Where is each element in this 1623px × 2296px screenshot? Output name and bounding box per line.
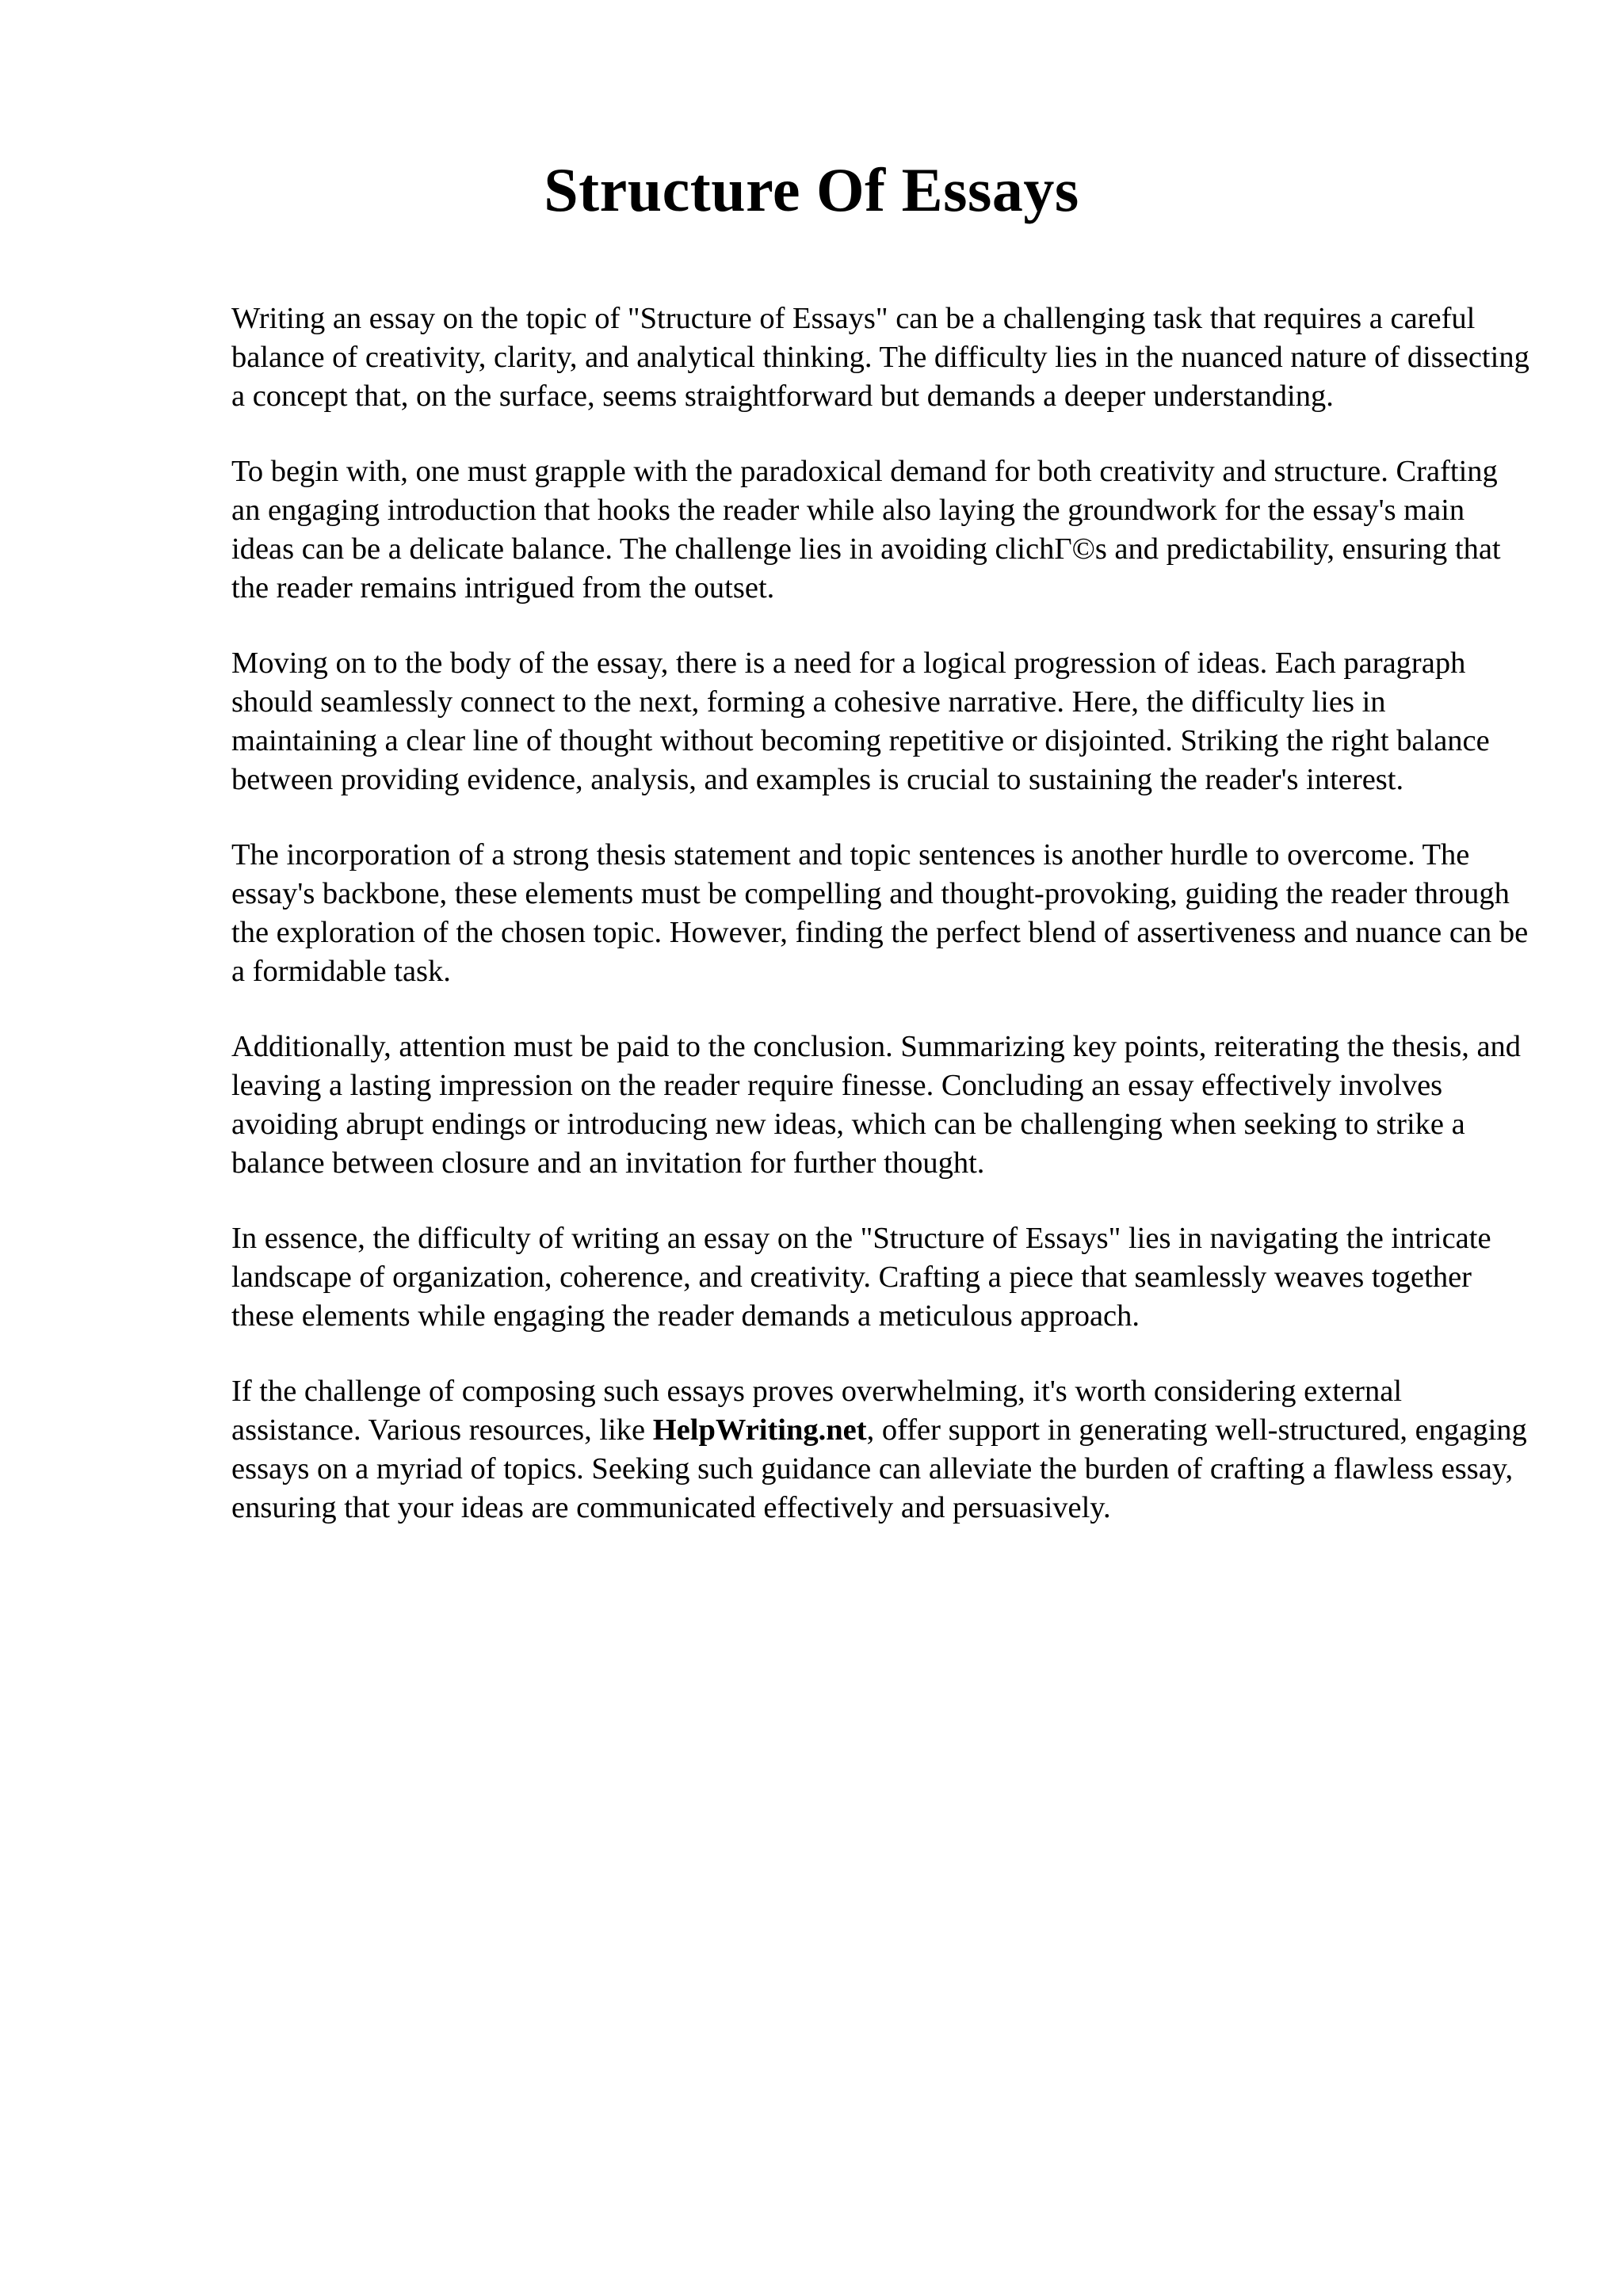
paragraph-4: The incorporation of a strong thesis statement and topic sentences is another hurdle to overcome. The essay's backbone, these elements must be compelling and thought-provoking, guiding the reader through the exploration of the chosen topic. However, finding the perfect blend of assertiveness and nuance can be a formidable task. <box>231 838 1529 988</box>
paragraph-2: To begin with, one must grapple with the paradoxical demand for both creativity and structure. Crafting an engaging introduction that hooks the reader while also laying the groundwork for the essay's main ideas can be a delicate balance. The challenge lies in avoiding clichΓ©s and predictability, ensuring that the reader remains intrigued from the outset. <box>231 455 1501 605</box>
essay-body <box>231 299 1531 1564</box>
brand-link[interactable]: HelpWriting.net <box>652 1413 867 1447</box>
paragraph-6: In essence, the difficulty of writing an essay on the "Structure of Essays" lies in navigating the intricate landscape of organization, coherence, and creativity. Crafting a piece that seamlessly weaves together these elements while engaging the reader demands a meticulous approach. <box>231 1222 1491 1333</box>
paragraph-7-start: If the challenge of composing such essays proves overwhelming, it's worth considering external assistance. Various resources, like <box>231 1375 1403 1447</box>
paragraph-5: Additionally, attention must be paid to the conclusion. Summarizing key points, reiterating the thesis, and leaving a lasting impression on the reader require finesse. Concluding an essay effectively involves avoiding abrupt endings or introducing new ideas, which can be challenging when seeking to strike a balance between closure and an invitation for further thought. <box>231 1030 1522 1180</box>
page-title: Structure Of Essays <box>544 155 1079 224</box>
paragraph-7-end: , offer support in generating well-structured, engaging essays on a myriad of topics. Seeking such guidance can alleviate the burden of crafting a flawless essay, ensuring that your ideas are communicated effectively and persuasively. <box>231 1413 1527 1524</box>
paragraph-7 <box>231 1372 1531 1527</box>
paragraph-1: Writing an essay on the topic of "Structure of Essays" can be a challenging task that requires a careful balance of creativity, clarity, and analytical thinking. The difficulty lies in the nuanced nature of dissecting a concept that, on the surface, seems straightforward but demands a deeper understanding. <box>231 302 1529 413</box>
paragraph-3: Moving on to the body of the essay, there is a need for a logical progression of ideas. Each paragraph should seamlessly connect to the next, forming a cohesive narrative. Here, the difficulty lies in maintaining a clear line of thought without becoming repetitive or disjointed. Striking the right balance between providing evidence, analysis, and examples is crucial to sustaining the reader's interest. <box>231 646 1490 796</box>
